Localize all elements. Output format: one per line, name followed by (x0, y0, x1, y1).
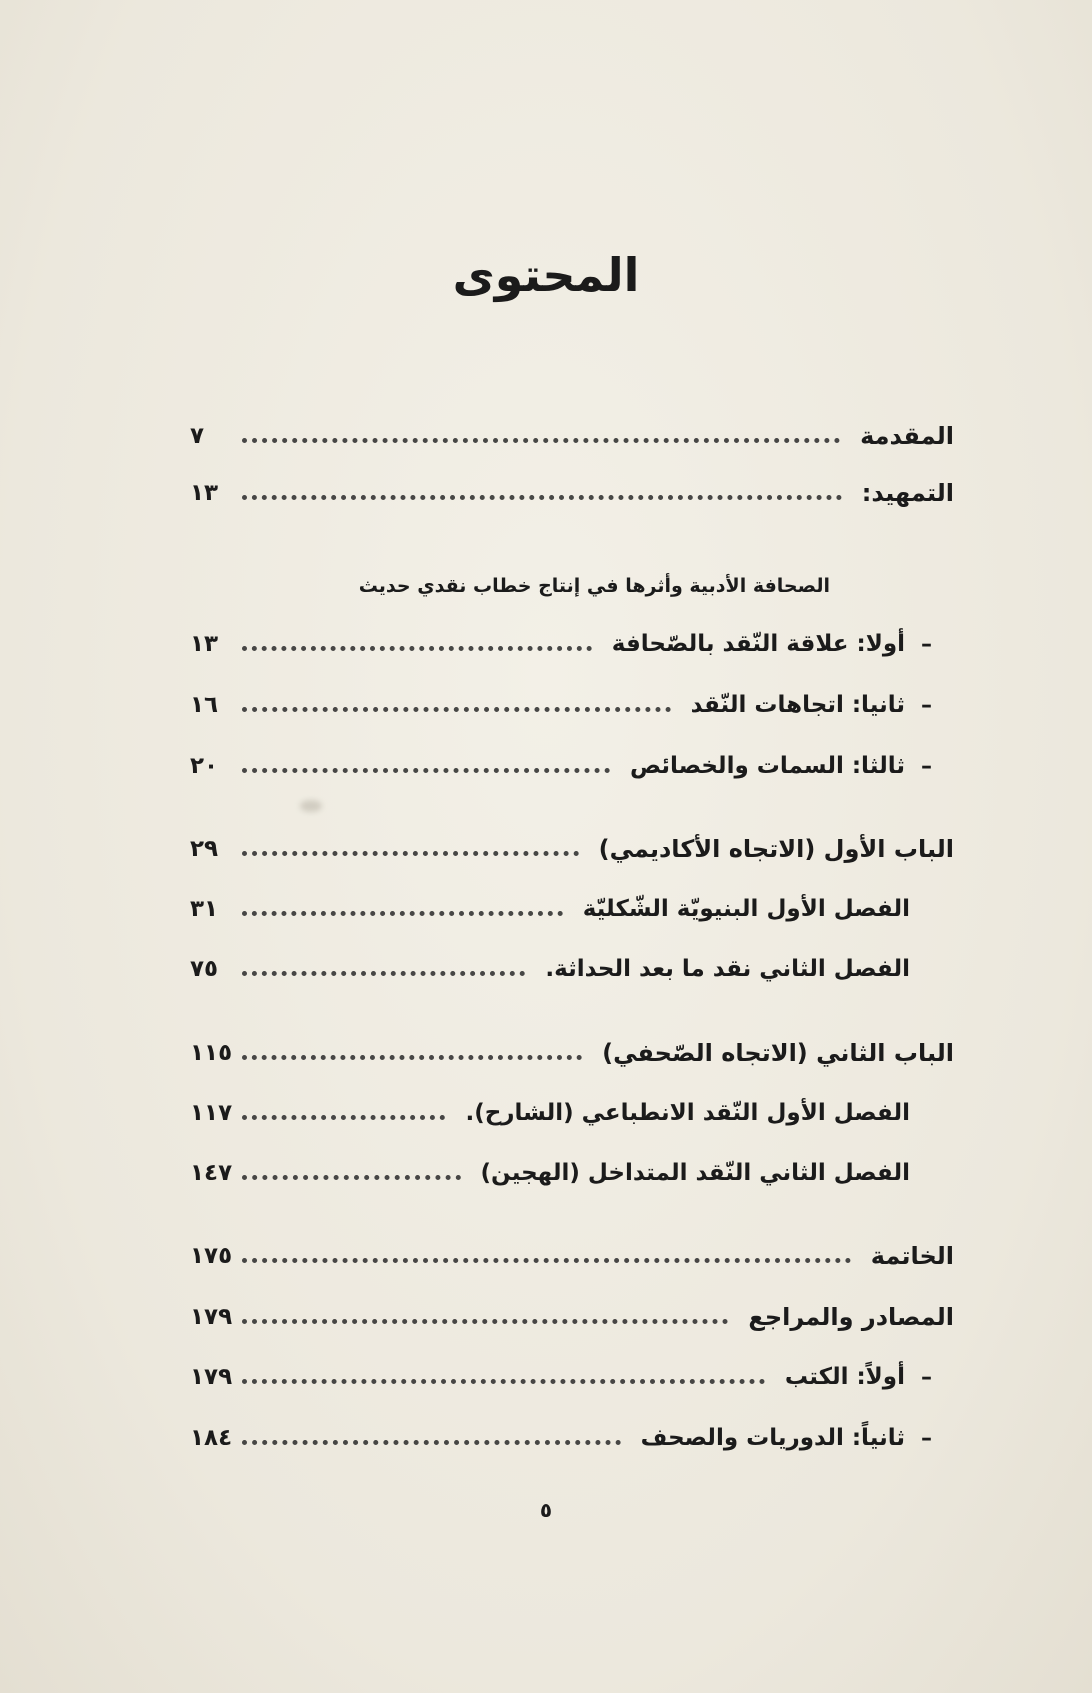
toc-entry-part-two-chapter-one (190, 1093, 910, 1133)
dot-leader (242, 646, 592, 651)
toc-page-number: ١٨٤ (190, 1425, 233, 1451)
toc-page-number: ٧ (190, 423, 205, 449)
toc-entry-title: ثانيا: اتجاهات النّقد (690, 692, 905, 718)
dot-leader (242, 495, 842, 500)
list-dash: – (921, 1364, 932, 1390)
page-folio-number: ٥ (539, 1498, 553, 1522)
toc-page-number: ١٧٩ (190, 1364, 233, 1390)
toc-entry-title: الفصل الثاني نقد ما بعد الحداثة. (545, 956, 910, 982)
toc-entry-periodicals (190, 1418, 932, 1458)
toc-page-number: ١٤٧ (190, 1160, 233, 1186)
dot-leader (242, 1175, 461, 1180)
toc-page-number: ١٣ (190, 631, 219, 657)
dot-leader (242, 707, 671, 712)
list-dash: – (921, 631, 932, 657)
dot-leader (242, 1258, 851, 1263)
toc-page-number: ٣١ (190, 896, 219, 922)
dot-leader (242, 438, 840, 443)
dot-leader (242, 1319, 728, 1324)
dot-leader (242, 768, 610, 773)
list-dash: – (921, 692, 932, 718)
list-dash: – (921, 1425, 932, 1451)
toc-entry-second (190, 685, 932, 725)
toc-entry-title: الباب الأول (الاتجاه الأكاديمي) (598, 835, 954, 863)
toc-page-number: ٧٥ (190, 956, 219, 982)
toc-entry-part-two (190, 1033, 954, 1073)
dot-leader (242, 911, 563, 916)
paper-smudge (300, 800, 322, 812)
dot-leader (242, 1055, 582, 1060)
toc-entry-title: أولاً: الكتب (784, 1364, 905, 1390)
toc-page-number: ١١٥ (190, 1040, 233, 1066)
page-title: المحتوى (452, 248, 640, 302)
toc-entry-part-one (190, 829, 954, 869)
toc-page-number: ١١٧ (190, 1100, 233, 1126)
toc-entry-title: الفصل الأول البنيويّة الشّكليّة (582, 896, 910, 922)
toc-entry-title: المقدمة (860, 422, 954, 450)
toc-entry-preface (190, 473, 954, 513)
dot-leader (242, 1379, 765, 1384)
dot-leader (242, 1115, 445, 1120)
toc-entry-books (190, 1357, 932, 1397)
toc-entry-title: التمهيد: (861, 479, 954, 507)
preface-subtitle: الصحافة الأدبية وأثرها في إنتاج خطاب نقدي حديث (358, 575, 830, 597)
dot-leader (242, 1440, 621, 1445)
toc-entry-part-two-chapter-two (190, 1153, 910, 1193)
toc-page-number: ١٦ (190, 692, 219, 718)
dot-leader (242, 851, 579, 856)
toc-entry-third (190, 746, 932, 786)
toc-entry-title: الفصل الثاني النّقد المتداخل (الهجين) (480, 1160, 910, 1186)
toc-page-number: ١٣ (190, 480, 219, 506)
toc-page-number: ٢٠ (190, 753, 219, 779)
toc-entry-conclusion (190, 1236, 954, 1276)
toc-page-number: ٢٩ (190, 836, 219, 862)
toc-entry-title: الباب الثاني (الاتجاه الصّحفي) (602, 1039, 954, 1067)
toc-entry-part-one-chapter-two (190, 949, 910, 989)
toc-entry-title: المصادر والمراجع (748, 1303, 954, 1331)
toc-page-number: ١٧٥ (190, 1243, 233, 1269)
toc-entry-references (190, 1297, 954, 1337)
toc-entry-title: ثالثا: السمات والخصائص (630, 753, 905, 779)
toc-entry-first (190, 624, 932, 664)
list-dash: – (921, 753, 932, 779)
toc-page-number: ١٧٩ (190, 1304, 233, 1330)
toc-entry-introduction (190, 416, 954, 456)
toc-entry-title: الفصل الأول النّقد الانطباعي (الشارح). (465, 1100, 910, 1126)
dot-leader (242, 971, 525, 976)
toc-entry-title: الخاتمة (870, 1242, 954, 1270)
toc-entry-title: ثانياً: الدوريات والصحف (640, 1425, 905, 1451)
toc-entry-part-one-chapter-one (190, 889, 910, 929)
toc-entry-title: أولا: علاقة النّقد بالصّحافة (611, 631, 905, 657)
